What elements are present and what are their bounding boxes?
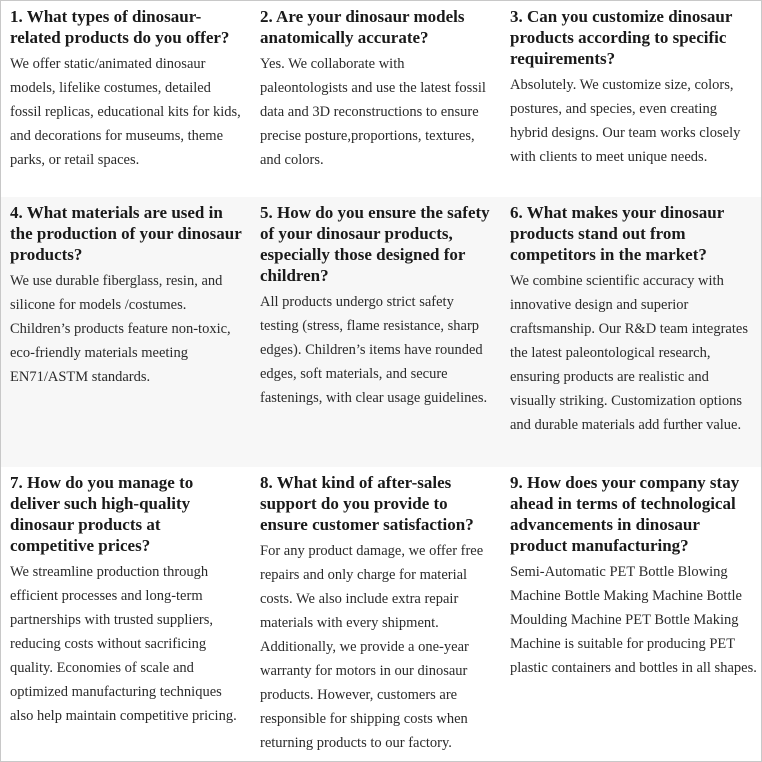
faq-question: 7. How do you manage to deliver such high-quality dinosaur products at competitive prices? <box>10 473 194 555</box>
faq-cell-7 <box>1 467 251 761</box>
faq-question: 1. What types of dinosaur-related products do you offer? <box>10 7 230 47</box>
faq-answer: All products undergo strict safety testing (stress, flame resistance, sharp edges). Children’s items have rounded edges, soft materials, and secure fastenings, with clear usage guidelines. <box>260 294 488 406</box>
faq-question: 3. Can you customize dinosaur products according to specific requirements? <box>510 7 733 68</box>
faq-answer: We combine scientific accuracy with innovative design and superior craftsmanship. Our R&D team integrates the latest paleontological research, ensuring products are realistic and visually striking. Customization options and durable materials add further value. <box>510 273 748 433</box>
faq-cell-6 <box>501 197 761 467</box>
faq-cell-1 <box>1 1 251 197</box>
faq-question: 6. What makes your dinosaur products stand out from competitors in the market? <box>510 203 724 264</box>
faq-question: 4. What materials are used in the production of your dinosaur products? <box>10 203 242 264</box>
faq-answer: Yes. We collaborate with paleontologists and use the latest fossil data and 3D reconstructions to ensure precise posture,proportions, textures, and colors. <box>260 56 486 168</box>
faq-question: 8. What kind of after-sales support do you provide to ensure customer satisfaction? <box>260 473 474 534</box>
faq-question: 2. Are your dinosaur models anatomically accurate? <box>260 7 465 47</box>
faq-answer: We use durable fiberglass, resin, and silicone for models /costumes. Children’s products feature non-toxic, eco-friendly materials meeting EN71/ASTM standards. <box>10 273 231 385</box>
faq-cell-4 <box>1 197 251 467</box>
faq-cell-3 <box>501 1 761 197</box>
faq-answer: We offer static/animated dinosaur models, lifelike costumes, detailed fossil replicas, educational kits for kids, and decorations for museums, theme parks, or retail spaces. <box>10 56 241 168</box>
faq-answer: Semi-Automatic PET Bottle Blowing Machine Bottle Making Machine Bottle Moulding Machine PET Bottle Making Machine is suitable for producing PET plastic containers and bottles in all shapes. <box>510 564 757 676</box>
faq-answer: For any product damage, we offer free repairs and only charge for material costs. We also include extra repair materials with every shipment. Additionally, we provide a one-year warranty for motors in our dinosaur products. However, customers are responsible for shipping costs when returning products to our factory. <box>260 543 484 751</box>
faq-question: 9. How does your company stay ahead in terms of technological advancements in dinosaur product manufacturing? <box>510 473 740 555</box>
faq-cell-9 <box>501 467 761 761</box>
faq-answer: Absolutely. We customize size, colors, postures, and species, even creating hybrid designs. Our team works closely with clients to meet unique needs. <box>510 77 741 165</box>
faq-answer: We streamline production through efficient processes and long-term partnerships with trusted suppliers, reducing costs without sacrificing quality. Economies of scale and optimized manufacturing techniques also help maintain competitive pricing. <box>10 564 237 724</box>
faq-cell-5 <box>251 197 501 467</box>
faq-cell-8 <box>251 467 501 761</box>
faq-question: 5. How do you ensure the safety of your dinosaur products, especially those designed for children? <box>260 203 490 285</box>
faq-cell-2 <box>251 1 501 197</box>
